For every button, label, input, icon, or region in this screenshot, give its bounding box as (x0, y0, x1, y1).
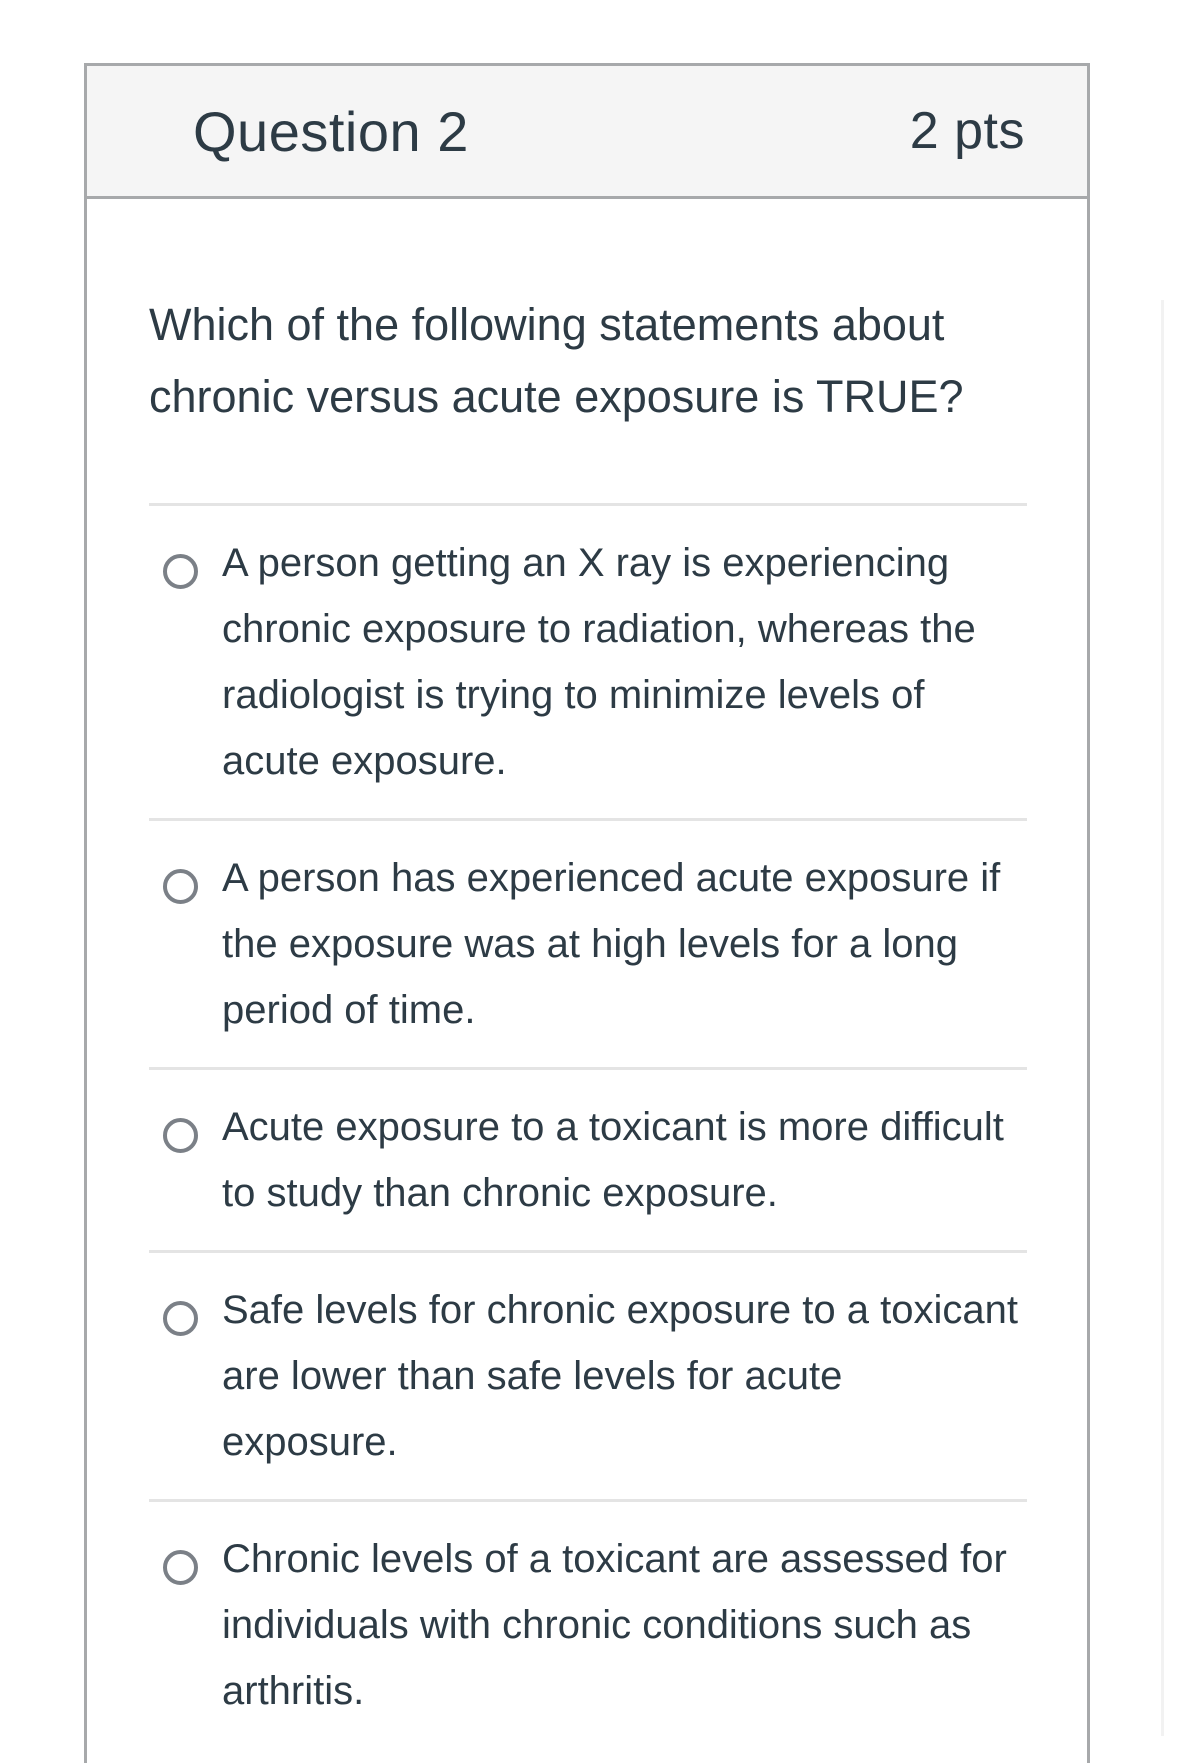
scroll-edge (1161, 300, 1164, 1736)
answer-label[interactable]: A person getting an X ray is experiencing chronic exposure to radiation, whereas the radiologist is trying to minimize levels of acute exposure. (222, 541, 976, 783)
radio-button-icon[interactable] (163, 554, 198, 589)
question-header (87, 66, 1087, 199)
answer-option-4[interactable] (149, 1253, 1027, 1502)
radio-button-icon[interactable] (163, 869, 198, 904)
answer-option-2[interactable] (149, 821, 1027, 1070)
radio-button-icon[interactable] (163, 1118, 198, 1153)
answer-label[interactable]: A person has experienced acute exposure if the exposure was at high levels for a long period of time. (222, 856, 1001, 1032)
answer-label[interactable]: Safe levels for chronic exposure to a toxicant are lower than safe levels for acute exposure. (222, 1288, 1018, 1464)
answer-option-5[interactable] (149, 1502, 1027, 1748)
answer-label[interactable]: Chronic levels of a toxicant are assessed for individuals with chronic conditions such as arthritis. (222, 1537, 1007, 1713)
answer-label[interactable]: Acute exposure to a toxicant is more difficult to study than chronic exposure. (222, 1105, 1004, 1215)
answer-option-3[interactable] (149, 1070, 1027, 1253)
question-title: Question 2 (193, 99, 469, 163)
radio-button-icon[interactable] (163, 1550, 198, 1585)
question-text: Which of the following statements about chronic versus acute exposure is TRUE? (149, 289, 1027, 506)
question-points: 2 pts (909, 102, 1025, 160)
answer-option-1[interactable] (149, 506, 1027, 821)
radio-button-icon[interactable] (163, 1301, 198, 1336)
question-body (87, 199, 1087, 1748)
question-card (84, 63, 1090, 1763)
answer-list (149, 506, 1027, 1748)
